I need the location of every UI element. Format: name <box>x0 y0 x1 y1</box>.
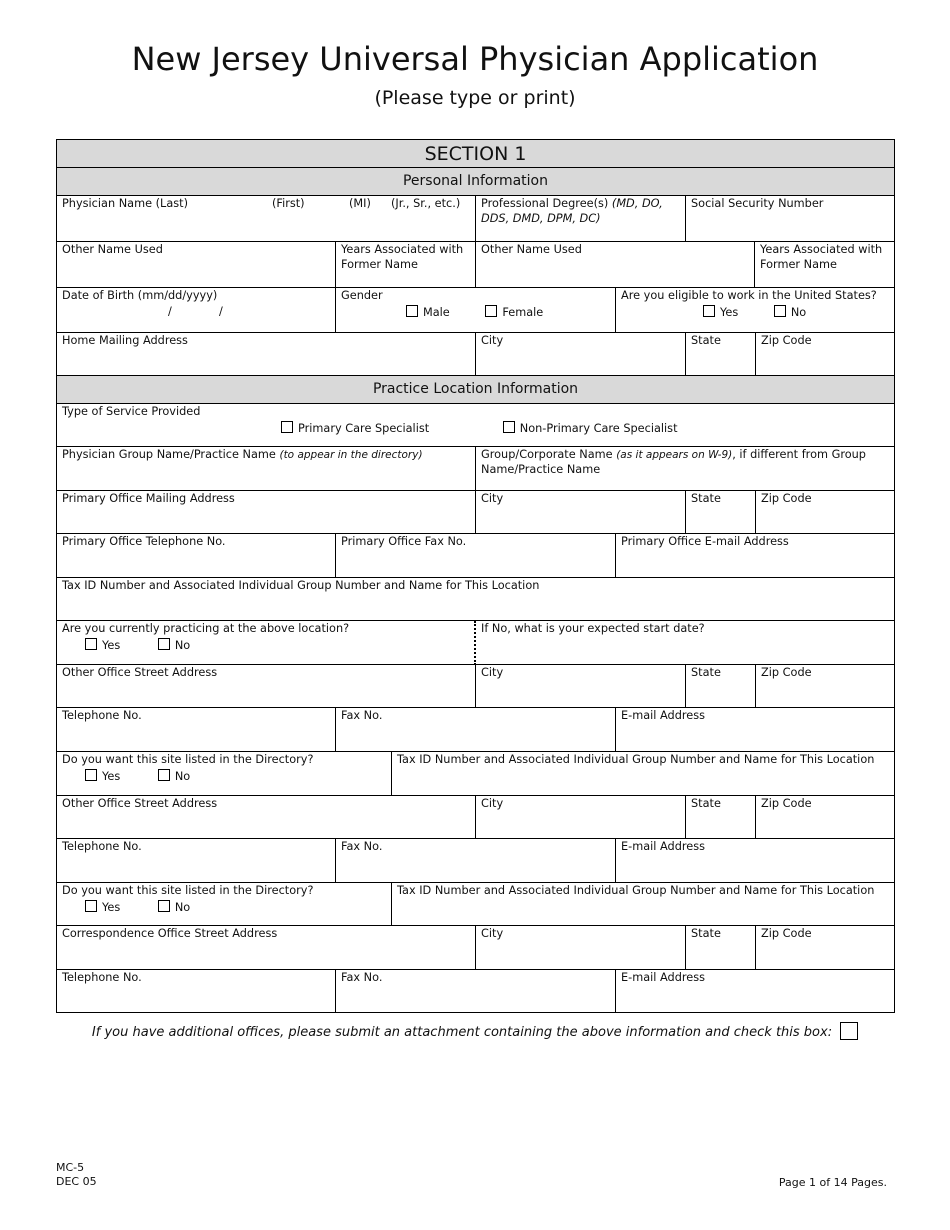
state-label: State <box>691 797 721 810</box>
directory-yes-option[interactable] <box>85 900 120 916</box>
non-primary-care-label: Non-Primary Care Specialist <box>519 422 678 435</box>
primary-address-field[interactable] <box>57 491 476 534</box>
correspondence-address-label: Correspondence Office Street Address <box>62 927 278 940</box>
telephone-label: Telephone No. <box>62 840 142 853</box>
home-address-label: Home Mailing Address <box>62 334 188 347</box>
no-label: No <box>174 639 191 652</box>
city-field[interactable] <box>476 491 686 534</box>
primary-email-label: Primary Office E-mail Address <box>621 535 789 548</box>
zip-label: Zip Code <box>761 492 812 505</box>
state-field[interactable] <box>686 665 756 708</box>
other-name-label: Other Name Used <box>481 243 582 256</box>
city-label: City <box>481 666 504 679</box>
physician-name-field[interactable] <box>57 196 476 242</box>
practicing-yes-option[interactable] <box>85 638 120 654</box>
telephone-label: Telephone No. <box>62 709 142 722</box>
directory-question-label: Do you want this site listed in the Directory? <box>62 884 314 897</box>
service-type-label: Type of Service Provided <box>62 405 201 418</box>
name-first-label: (First) <box>272 197 305 210</box>
tax-id-field[interactable] <box>392 883 895 926</box>
city-field[interactable] <box>476 333 686 376</box>
yes-checkbox[interactable] <box>85 900 97 912</box>
tax-id-label: Tax ID Number and Associated Individual Group Number and Name for This Location <box>397 884 875 897</box>
zip-label: Zip Code <box>761 334 812 347</box>
correspondence-address-field[interactable] <box>57 926 476 970</box>
dob-separator: / <box>168 305 172 318</box>
city-label: City <box>481 797 504 810</box>
eligibility-label: Are you eligible to work in the United States? <box>621 289 877 302</box>
years-associated-field[interactable] <box>336 242 476 288</box>
primary-care-checkbox[interactable] <box>281 421 293 433</box>
email-label: E-mail Address <box>621 709 705 722</box>
group-name-hint: (to appear in the directory) <box>279 449 423 461</box>
group-name-field[interactable] <box>57 447 476 491</box>
name-last-label: Physician Name (Last) <box>62 197 188 210</box>
state-field[interactable] <box>686 796 756 839</box>
yes-checkbox[interactable] <box>85 769 97 781</box>
gender-field <box>336 288 616 333</box>
no-checkbox[interactable] <box>158 769 170 781</box>
city-label: City <box>481 492 504 505</box>
eligible-yes-option[interactable] <box>703 305 738 321</box>
additional-offices-note <box>0 1022 950 1040</box>
page-subtitle: (Please type or print) <box>374 87 576 109</box>
dob-label: Date of Birth (mm/dd/yyyy) <box>62 289 218 302</box>
female-label: Female <box>502 306 544 319</box>
yes-checkbox[interactable] <box>703 305 715 317</box>
email-field[interactable] <box>616 708 895 752</box>
degree-label: Professional Degree(s) <box>481 197 609 210</box>
yes-label: Yes <box>720 306 739 319</box>
eligibility-field <box>616 288 895 333</box>
service-type-field <box>57 404 895 447</box>
home-address-field[interactable] <box>57 333 476 376</box>
primary-fax-label: Primary Office Fax No. <box>341 535 467 548</box>
primary-phone-label: Primary Office Telephone No. <box>62 535 226 548</box>
city-field[interactable] <box>476 796 686 839</box>
zip-field[interactable] <box>756 796 895 839</box>
corporate-name-label: Group/Corporate Name <box>481 448 613 461</box>
no-label: No <box>790 306 807 319</box>
no-label: No <box>174 901 191 914</box>
form-date: DEC 05 <box>56 1175 97 1188</box>
other-office-address-label: Other Office Street Address <box>62 666 218 679</box>
primary-care-option[interactable] <box>281 421 429 437</box>
email-label: E-mail Address <box>621 840 705 853</box>
fax-field[interactable] <box>336 839 616 883</box>
fax-label: Fax No. <box>341 709 383 722</box>
state-label: State <box>691 334 721 347</box>
additional-offices-checkbox[interactable] <box>840 1022 858 1040</box>
male-checkbox[interactable] <box>406 305 418 317</box>
directory-no-option[interactable] <box>158 900 190 916</box>
city-label: City <box>481 927 504 940</box>
state-field[interactable] <box>686 926 756 970</box>
zip-field[interactable] <box>756 926 895 970</box>
primary-fax-field[interactable] <box>336 534 616 578</box>
currently-practicing-field <box>57 621 476 665</box>
telephone-label: Telephone No. <box>62 971 142 984</box>
name-mi-label: (MI) <box>349 197 371 210</box>
state-label: State <box>691 492 721 505</box>
name-suffix-label: (Jr., Sr., etc.) <box>391 197 461 210</box>
fax-label: Fax No. <box>341 840 383 853</box>
primary-phone-field[interactable] <box>57 534 336 578</box>
practicing-no-option[interactable] <box>158 638 190 654</box>
primary-care-label: Primary Care Specialist <box>298 422 430 435</box>
section-heading: SECTION 1 <box>57 140 895 168</box>
yes-label: Yes <box>102 770 121 783</box>
gender-label: Gender <box>341 289 383 302</box>
non-primary-care-option[interactable] <box>503 421 678 437</box>
non-primary-care-checkbox[interactable] <box>503 421 515 433</box>
corporate-name-note: , if different from Group Name/Practice Name <box>481 448 866 476</box>
application-form <box>56 139 895 1013</box>
yes-label: Yes <box>102 639 121 652</box>
zip-field[interactable] <box>756 491 895 534</box>
dob-field[interactable] <box>57 288 336 333</box>
telephone-field[interactable] <box>57 839 336 883</box>
tax-id-field[interactable] <box>392 752 895 796</box>
yes-checkbox[interactable] <box>85 638 97 650</box>
email-field[interactable] <box>616 970 895 1013</box>
degree-field[interactable] <box>476 196 686 242</box>
no-label: No <box>174 770 191 783</box>
personal-info-heading: Personal Information <box>57 168 895 196</box>
group-name-label: Physician Group Name/Practice Name <box>62 448 276 461</box>
page-number: Page 1 of 14 Pages. <box>778 1176 887 1189</box>
additional-offices-text: If you have additional offices, please submit an attachment containing the above information and check this box: <box>91 1025 833 1040</box>
ssn-label: Social Security Number <box>691 197 824 210</box>
gender-female-option[interactable] <box>485 305 543 321</box>
state-field[interactable] <box>686 333 756 376</box>
email-field[interactable] <box>616 839 895 883</box>
no-checkbox[interactable] <box>158 638 170 650</box>
directory-question-label: Do you want this site listed in the Directory? <box>62 753 314 766</box>
years-associated-label: Years Associated with Former Name <box>760 243 883 271</box>
other-office-address-field[interactable] <box>57 665 476 708</box>
fax-field[interactable] <box>336 970 616 1013</box>
other-name-field[interactable] <box>476 242 755 288</box>
male-label: Male <box>423 306 450 319</box>
other-name-field[interactable] <box>57 242 336 288</box>
fax-field[interactable] <box>336 708 616 752</box>
tax-id-field[interactable] <box>57 578 895 621</box>
eligible-no-option[interactable] <box>774 305 806 321</box>
ssn-field[interactable] <box>686 196 895 242</box>
other-office-address-label: Other Office Street Address <box>62 797 218 810</box>
currently-practicing-label: Are you currently practicing at the above location? <box>62 622 350 635</box>
zip-field[interactable] <box>756 665 895 708</box>
corporate-name-hint: (as it appears on W-9) <box>616 449 733 461</box>
zip-label: Zip Code <box>761 927 812 940</box>
state-field[interactable] <box>686 491 756 534</box>
email-label: E-mail Address <box>621 971 705 984</box>
practice-info-heading: Practice Location Information <box>57 376 895 404</box>
city-field[interactable] <box>476 926 686 970</box>
other-office-address-field[interactable] <box>57 796 476 839</box>
city-label: City <box>481 334 504 347</box>
directory-no-option[interactable] <box>158 769 190 785</box>
directory-listing-field <box>57 752 392 796</box>
dob-separator: / <box>219 305 223 318</box>
start-date-field[interactable] <box>476 621 895 665</box>
tax-id-label: Tax ID Number and Associated Individual Group Number and Name for This Location <box>397 753 875 766</box>
start-date-label: If No, what is your expected start date? <box>481 622 705 635</box>
yes-label: Yes <box>102 901 121 914</box>
form-code-block <box>56 1161 97 1189</box>
other-name-label: Other Name Used <box>62 243 163 256</box>
zip-label: Zip Code <box>761 666 812 679</box>
gender-male-option[interactable] <box>406 305 450 321</box>
years-associated-field[interactable] <box>755 242 895 288</box>
form-code: MC-5 <box>56 1161 85 1174</box>
corporate-name-field[interactable] <box>476 447 895 491</box>
page-title: New Jersey Universal Physician Application <box>131 40 819 78</box>
no-checkbox[interactable] <box>774 305 786 317</box>
telephone-field[interactable] <box>57 970 336 1013</box>
zip-field[interactable] <box>756 333 895 376</box>
city-field[interactable] <box>476 665 686 708</box>
telephone-field[interactable] <box>57 708 336 752</box>
state-label: State <box>691 927 721 940</box>
degree-hint: (MD, DO, DDS, DMD, DPM, DC) <box>481 197 663 225</box>
female-checkbox[interactable] <box>485 305 497 317</box>
fax-label: Fax No. <box>341 971 383 984</box>
zip-label: Zip Code <box>761 797 812 810</box>
directory-listing-field <box>57 883 392 926</box>
primary-email-field[interactable] <box>616 534 895 578</box>
years-associated-label: Years Associated with Former Name <box>341 243 464 271</box>
directory-yes-option[interactable] <box>85 769 120 785</box>
primary-address-label: Primary Office Mailing Address <box>62 492 235 505</box>
state-label: State <box>691 666 721 679</box>
no-checkbox[interactable] <box>158 900 170 912</box>
tax-id-label: Tax ID Number and Associated Individual Group Number and Name for This Location <box>62 579 540 592</box>
